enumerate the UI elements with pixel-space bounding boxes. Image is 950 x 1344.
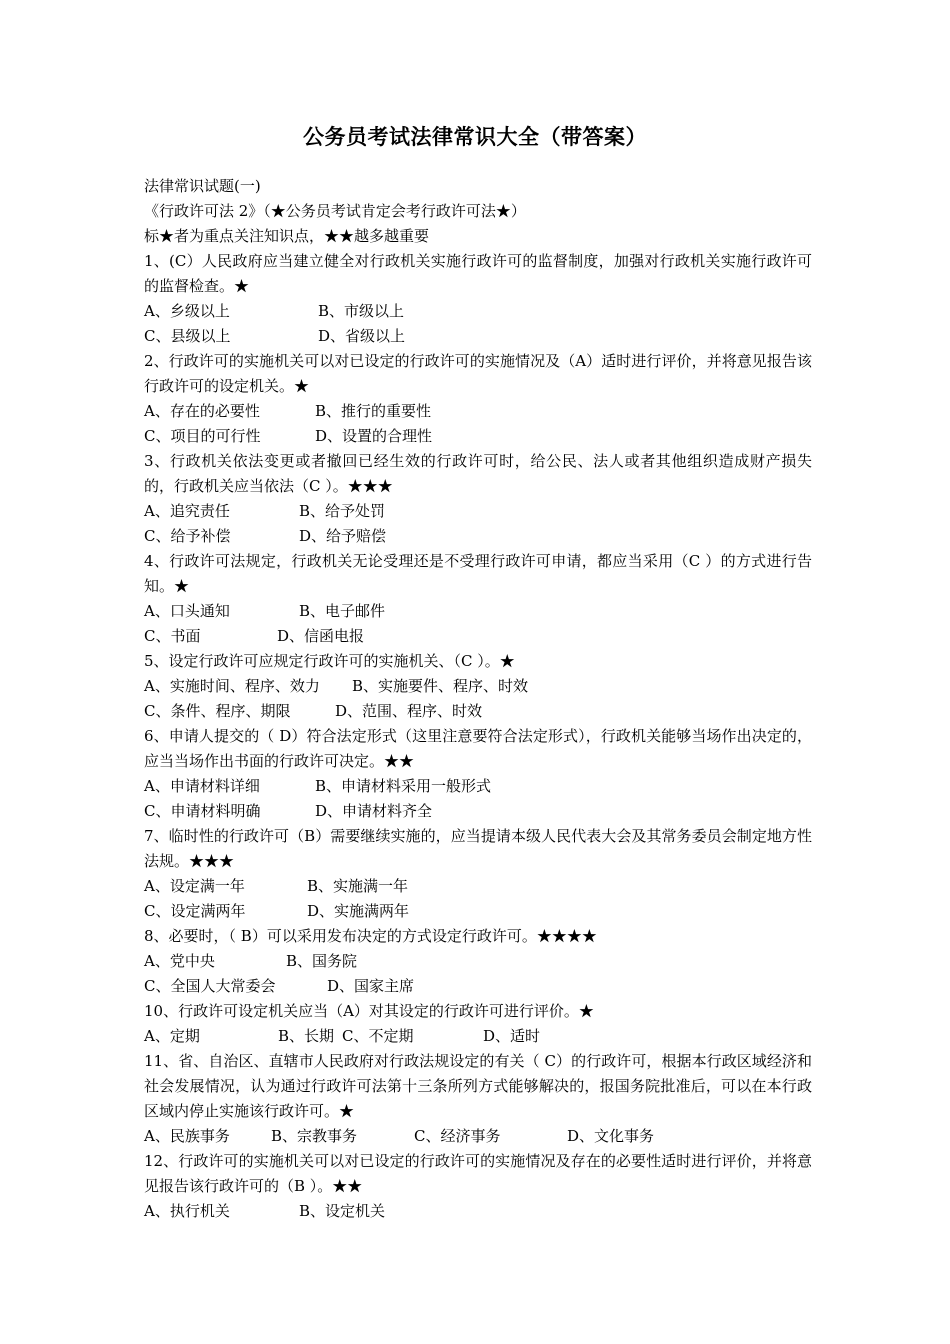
option-row xyxy=(144,399,812,424)
question-text: 3、行政机关依法变更或者撤回已经生效的行政许可时，给公民、法人或者其他组织造成财产损失的，行政机关应当依法（C ）。★★★ xyxy=(144,452,812,495)
option-d: D、给予赔偿 xyxy=(299,527,387,545)
option-row xyxy=(144,899,812,924)
option-row xyxy=(144,774,812,799)
question-text: 6、申请人提交的（ D）符合法定形式（这里注意要符合法定形式），行政机关能够当场作出决定的，应当当场作出书面的行政许可决定。★★ xyxy=(144,727,812,770)
option-b: B、给予处罚 xyxy=(299,502,386,520)
option-d: D、国家主席 xyxy=(327,977,415,995)
document-body xyxy=(144,174,812,1224)
option-d: D、信函电报 xyxy=(277,627,365,645)
option-row xyxy=(144,699,812,724)
option-d: D、申请材料齐全 xyxy=(315,802,433,820)
option-c: C、书面 xyxy=(144,627,201,645)
option-b: B、推行的重要性 xyxy=(315,402,432,420)
option-b: B、申请材料采用一般形式 xyxy=(315,777,492,795)
option-b: B、宗教事务 xyxy=(271,1127,358,1145)
question-text: 5、设定行政许可应规定行政许可的实施机关、（C ）。★ xyxy=(144,652,515,670)
option-a: A、党中央 xyxy=(144,952,215,970)
question-text: 2、行政许可的实施机关可以对已设定的行政许可的实施情况及（A）适时进行评价，并将意见报告该行政许可的设定机关。★ xyxy=(144,352,812,395)
option-a: A、定期 xyxy=(144,1027,200,1045)
option-b: B、国务院 xyxy=(286,952,358,970)
option-row xyxy=(144,674,812,699)
option-row xyxy=(144,324,812,349)
option-c: C、项目的可行性 xyxy=(144,427,261,445)
option-row xyxy=(144,949,812,974)
question-text: 10、行政许可设定机关应当（A）对其设定的行政许可进行评价。★ xyxy=(144,1002,594,1020)
option-a: A、申请材料详细 xyxy=(144,777,260,795)
option-c: C、设定满两年 xyxy=(144,902,246,920)
section-subheading: 《行政许可法 2》（★公务员考试肯定会考行政许可法★） xyxy=(144,202,526,220)
question-text: 7、临时性的行政许可（B）需要继续实施的，应当提请本级人民代表大会及其常务委员会制定地方性法规。★★★ xyxy=(144,827,812,870)
option-a: A、存在的必要性 xyxy=(144,402,260,420)
question-text: 8、必要时，（ B）可以采用发布决定的方式设定行政许可。★★★★ xyxy=(144,927,597,945)
option-a: A、设定满一年 xyxy=(144,877,245,895)
option-row xyxy=(144,599,812,624)
option-row xyxy=(144,1124,812,1149)
question-text: 12、行政许可的实施机关可以对已设定的行政许可的实施情况及存在的必要性适时进行评价，并将意见报告该行政许可的（B ）。★★ xyxy=(144,1152,812,1195)
option-c: C、全国人大常委会 xyxy=(144,977,276,995)
option-row xyxy=(144,299,812,324)
option-a: A、实施时间、程序、效力 xyxy=(144,677,320,695)
option-a: A、追究责任 xyxy=(144,502,230,520)
question-text: 11、省、自治区、直辖市人民政府对行政法规设定的有关（ C）的行政许可，根据本行政区域经济和社会发展情况，认为通过行政许可法第十三条所列方式能够解决的，报国务院批准后，可以在本行政区域内停止实施该行政许可。★ xyxy=(144,1052,812,1120)
option-row xyxy=(144,424,812,449)
section-heading: 法律常识试题(一) xyxy=(144,177,261,195)
option-d: D、省级以上 xyxy=(318,327,406,345)
option-row xyxy=(144,499,812,524)
option-d: D、适时 xyxy=(483,1027,541,1045)
option-b: B、市级以上 xyxy=(318,302,405,320)
option-b: B、电子邮件 xyxy=(299,602,386,620)
option-b: B、长期 xyxy=(278,1027,335,1045)
option-c: C、不定期 xyxy=(342,1027,414,1045)
option-row xyxy=(144,624,812,649)
option-d: D、范围、程序、时效 xyxy=(335,702,483,720)
option-b: B、实施满一年 xyxy=(307,877,409,895)
option-c: C、申请材料明确 xyxy=(144,802,261,820)
option-b: B、实施要件、程序、时效 xyxy=(352,677,529,695)
option-c: C、给予补偿 xyxy=(144,527,231,545)
option-a: A、民族事务 xyxy=(144,1127,230,1145)
option-d: D、文化事务 xyxy=(567,1127,655,1145)
option-a: A、乡级以上 xyxy=(144,302,230,320)
option-c: C、条件、程序、期限 xyxy=(144,702,291,720)
option-row xyxy=(144,1199,812,1224)
question-text: 4、行政许可法规定，行政机关无论受理还是不受理行政许可申请，都应当采用（C ）的方式进行告知。★ xyxy=(144,552,812,595)
legend-note: 标★者为重点关注知识点，★★越多越重要 xyxy=(144,227,430,245)
option-d: D、实施满两年 xyxy=(307,902,410,920)
document-title: 公务员考试法律常识大全（带答案） xyxy=(303,125,647,149)
option-row xyxy=(144,524,812,549)
option-row xyxy=(144,799,812,824)
option-b: B、设定机关 xyxy=(299,1202,386,1220)
option-row xyxy=(144,974,812,999)
option-a: A、口头通知 xyxy=(144,602,230,620)
option-row xyxy=(144,1024,812,1049)
option-c: C、县级以上 xyxy=(144,327,231,345)
option-row xyxy=(144,874,812,899)
option-d: D、设置的合理性 xyxy=(315,427,433,445)
option-a: A、执行机关 xyxy=(144,1202,230,1220)
option-c: C、经济事务 xyxy=(414,1127,501,1145)
question-text: 1、(C）人民政府应当建立健全对行政机关实施行政许可的监督制度，加强对行政机关实施行政许可的监督检查。★ xyxy=(144,252,812,295)
